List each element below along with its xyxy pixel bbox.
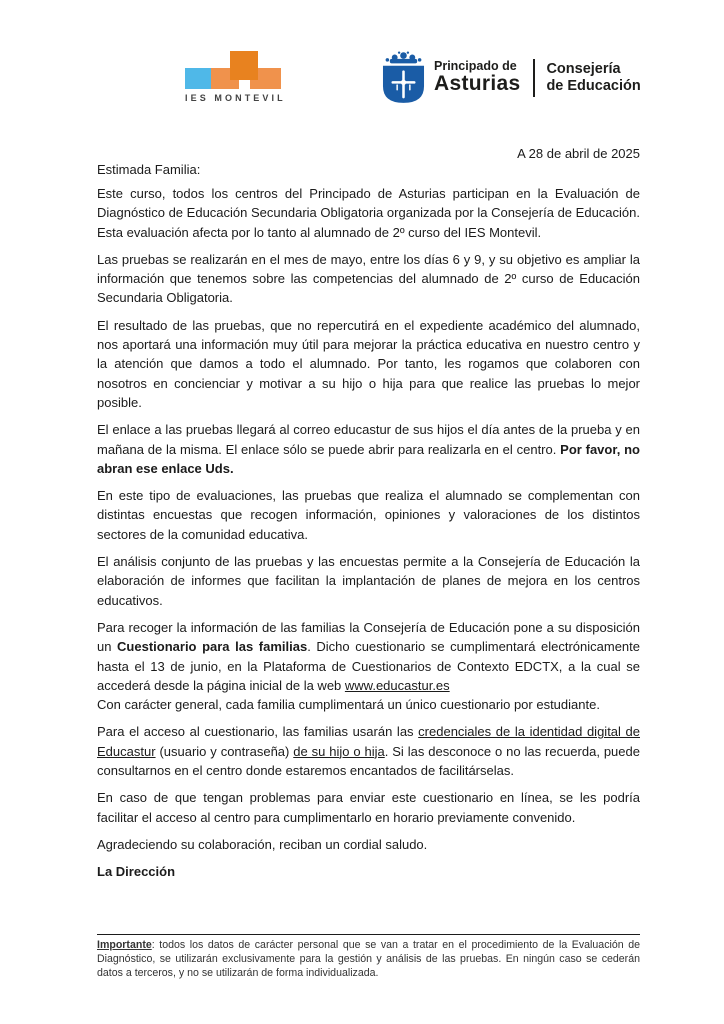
text-run: Con carácter general, cada familia cumplimentará un único cuestionario por estudiante.: [97, 697, 600, 713]
paragraph: [97, 316, 640, 412]
text-run: El enlace a las pruebas llegará al correo educastur de sus hijos el día antes de la prueba y en mañana de la misma. El enlace sólo se puede abrir para realizarla en el centro.: [97, 422, 640, 457]
ies-montevil-logo-text: IES MONTEVIL: [185, 93, 286, 103]
text-run: Este curso, todos los centros del Principado de Asturias participan en la Evaluación de Diagnóstico de Educación Secundaria Obligatoria organizada por la Consejería de Educación. Esta evaluación afecta por lo tanto al alumnado de 2º curso del IES Montevil.: [97, 186, 640, 240]
underlined-text: www.educastur.es: [344, 677, 450, 693]
footer-divider: [97, 934, 640, 935]
logo-dark-orange-block: [230, 51, 258, 80]
bold-text: Por favor, no abran ese enlace Uds.: [97, 441, 640, 476]
asturias-logo: [382, 51, 641, 104]
text-run: En este tipo de evaluaciones, las pruebas que realiza el alumnado se complementan con distintas encuestas que recogen información, opiniones y valoraciones de los distintos sectores de la comunidad educativa.: [97, 488, 640, 542]
letter-body: [97, 184, 640, 890]
logo-door-notch: [239, 80, 250, 89]
text-run: . Dicho cuestionario se cumplimentará electrónicamente hasta el 13 de junio, en la Plataforma de Cuestionarios de Contexto EDCTX, a la cual se accederá desde la página inicial de la web: [97, 639, 641, 693]
text-run: En caso de que tengan problemas para enviar este cuestionario en línea, se les podría facilitar el acceso al centro para cumplimentarlo en horario previamente convenido.: [97, 790, 640, 825]
consejeria-text: Consejería: [546, 60, 621, 77]
asturias-shield-icon: [382, 51, 425, 104]
asturias-text: Asturias: [434, 72, 521, 95]
bold-text: La Dirección: [97, 864, 176, 880]
text-run: Las pruebas se realizarán en el mes de mayo, entre los días 6 y 9, y su objetivo es ampliar la información que tenemos sobre las competencias del alumnado de 2º curso de Educación Secundaria Obligatoria.: [97, 251, 640, 306]
paragraph: [97, 862, 640, 881]
logo-blue-block: [185, 68, 211, 89]
text-run: El resultado de las pruebas, que no repercutirá en el expediente académico del alumnado, nos aportará una información muy útil para mejorar la práctica educativa en nuestro centro y la atención que damos a todo el alumnado. Por tanto, les rogamos que colaboren con nosotros en concienciar y motivar a su hijo o hija para que realice las pruebas lo mejor posible.: [97, 317, 640, 410]
paragraph: [97, 184, 640, 242]
paragraph: [97, 722, 640, 780]
de-educacion-text: de Educación: [546, 77, 641, 94]
letter-greeting: Estimada Familia:: [97, 162, 201, 177]
text-run: Para el acceso al cuestionario, las familias usarán las: [97, 724, 419, 740]
text-run: : todos los datos de carácter personal que se van a tratar en el procedimiento de la Evaluación de Diagnóstico, se utilizarán exclusivamente para la gestión y análisis de las pruebas. En ningún caso se cederán datos a terceros, y no se utilizarán de forma individualizada.: [97, 939, 640, 979]
underlined-text: Importante: [97, 939, 152, 951]
letter-date: A 28 de abril de 2025: [517, 146, 640, 161]
paragraph: [97, 250, 640, 308]
underlined-text: de su hijo o hija: [293, 743, 385, 759]
asturias-wordmark: [434, 60, 520, 95]
text-run: (usuario y contraseña): [155, 743, 294, 759]
text-run: . Si las desconoce o no las recuerda, puede consultarnos en el centro donde estaremos encantados de facilitárselas.: [97, 743, 640, 779]
ies-montevil-logo: [185, 51, 285, 103]
paragraph: [97, 486, 640, 544]
letter-footer: [97, 934, 640, 980]
paragraph: [97, 420, 640, 478]
text-run: Agradeciendo su colaboración, reciban un cordial saludo.: [97, 836, 428, 852]
logo-divider: [533, 59, 535, 97]
text-run: El análisis conjunto de las pruebas y las encuestas permite a la Consejería de Educación la elaboración de informes que facilitan la implantación de planes de mejora en los centros educativos.: [97, 554, 640, 608]
principado-de-text: Principado de: [434, 59, 517, 73]
ies-montevil-logo-mark: [185, 51, 283, 89]
footer-note: [97, 938, 640, 980]
paragraph: [97, 835, 640, 854]
underlined-text: credenciales de la identidad digital de Educastur: [97, 724, 640, 759]
text-run: Para recoger la información de las familias la Consejería de Educación pone a su disposición un: [97, 619, 640, 655]
consejeria-wordmark: [546, 61, 640, 95]
paragraph: [97, 788, 640, 827]
paragraph: [97, 552, 640, 610]
bold-text: Cuestionario para las familias: [117, 639, 308, 655]
paragraph: [97, 618, 640, 714]
